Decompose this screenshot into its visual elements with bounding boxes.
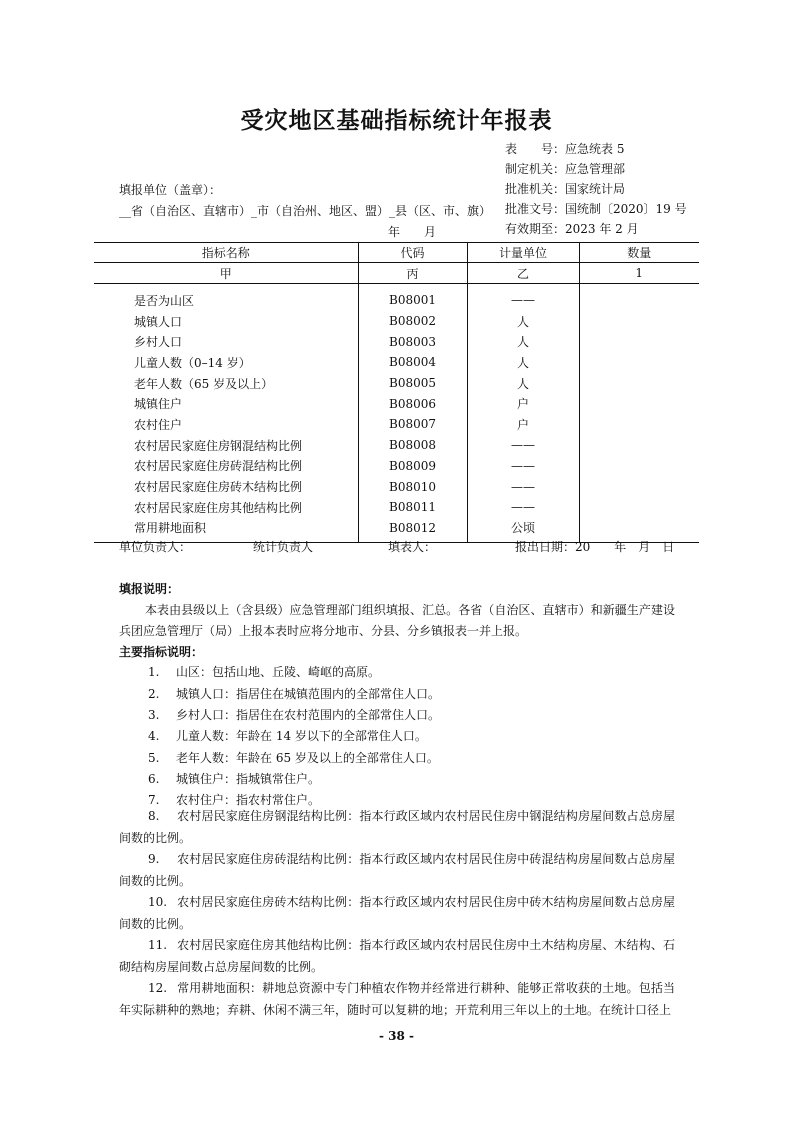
preparer-label: 填表人： xyxy=(388,540,437,554)
row-code: B08003 xyxy=(358,331,467,352)
indicator-item: 1. 山区：包括山地、丘陵、崎岖的高原。 xyxy=(148,665,381,679)
row-code: B08006 xyxy=(358,393,467,414)
indicator-item: 3. 乡村人口：指居住在农村范围内的全部常住人口。 xyxy=(148,708,441,722)
approving-authority: 批准机关：国家统计局 xyxy=(505,182,626,196)
table-row xyxy=(94,435,699,456)
subheader-one: 1 xyxy=(579,263,699,284)
row-quantity-cell[interactable] xyxy=(579,476,699,497)
table-row xyxy=(94,331,699,352)
indicator-item: 2. 城镇人口：指居住在城镇范围内的全部常住人口。 xyxy=(148,687,441,701)
fill-instructions-text: 本表由县级以上（含县级）应急管理部门组织填报、汇总。各省（自治区、直辖市）和新疆生产建设兵团应急管理厅（局）上报本表时应将分地市、分县、分乡镇报表一并上报。 xyxy=(119,603,675,638)
row-name: 农村住户 xyxy=(134,417,183,432)
row-code: B08010 xyxy=(358,476,467,497)
row-quantity-cell[interactable] xyxy=(579,311,699,332)
row-name: 城镇住户 xyxy=(134,397,183,412)
row-name: 农村居民家庭住房其他结构比例 xyxy=(134,500,303,515)
row-quantity-cell[interactable] xyxy=(579,435,699,456)
statistics-head-label: 统计负责人 xyxy=(253,540,314,554)
row-unit: 人 xyxy=(467,352,579,373)
row-quantity-cell[interactable] xyxy=(579,497,699,518)
row-unit: 人 xyxy=(467,331,579,352)
table-row xyxy=(94,352,699,373)
row-unit: 人 xyxy=(467,373,579,394)
row-name: 城镇人口 xyxy=(134,314,183,329)
table-row xyxy=(94,497,699,518)
unit-head-label: 单位负责人： xyxy=(119,540,192,554)
form-metadata xyxy=(505,139,687,239)
fill-unit-label: 填报单位（盖章）： xyxy=(119,183,222,197)
indicator-item: 11. 农村居民家庭住房其他结构比例：指本行政区域内农村居民住房中土木结构房屋、木结构、石砌结构房屋间数占总房屋间数的比例。 xyxy=(119,938,675,974)
row-unit: —— xyxy=(467,435,579,456)
table-row xyxy=(94,311,699,332)
row-quantity-cell[interactable] xyxy=(579,284,699,311)
indicator-item: 9. 农村居民家庭住房砖混结构比例：指本行政区域内农村居民住房中砖混结构房屋间数占总房屋间数的比例。 xyxy=(119,852,675,888)
row-name: 是否为山区 xyxy=(134,293,195,308)
row-code: B08009 xyxy=(358,456,467,477)
approval-number: 批准文号：国统制〔2020〕19 号 xyxy=(505,202,687,216)
year-month-line: 年 月 xyxy=(388,225,437,239)
row-code: B08012 xyxy=(358,518,467,543)
indicators-heading: 主要指标说明： xyxy=(119,645,204,659)
valid-until: 有效期至：2023 年 2 月 xyxy=(505,222,639,236)
subheader-yi: 乙 xyxy=(467,263,579,284)
indicator-item: 7. 农村住户：指农村常住户。 xyxy=(148,793,321,807)
row-code: B08004 xyxy=(358,352,467,373)
row-name: 常用耕地面积 xyxy=(94,518,358,543)
indicator-item: 12. 常用耕地面积：耕地总资源中专门种植农作物并经常进行耕种、能够正常收获的土地。包括当年实际耕种的熟地；弃耕、休闲不满三年，随时可以复耕的地；开荒利用三年以上的土地。在统计口径上 xyxy=(119,981,675,1017)
row-unit: 人 xyxy=(467,311,579,332)
row-quantity-cell[interactable] xyxy=(579,414,699,435)
header-quantity: 数量 xyxy=(579,243,699,263)
indicator-item: 6. 城镇住户：指城镇常住户。 xyxy=(148,772,321,786)
row-quantity-cell[interactable] xyxy=(579,352,699,373)
indicator-item: 4. 儿童人数：年龄在 14 岁以下的全部常住人口。 xyxy=(148,729,427,743)
row-name: 农村居民家庭住房砖木结构比例 xyxy=(134,480,303,495)
row-quantity-cell[interactable] xyxy=(579,456,699,477)
row-unit: 公顷 xyxy=(467,518,579,543)
row-code: B08001 xyxy=(358,284,467,311)
row-unit: —— xyxy=(467,497,579,518)
page-number: - 38 - xyxy=(378,1029,414,1043)
row-unit: 户 xyxy=(467,393,579,414)
table-row xyxy=(94,393,699,414)
header-unit: 计量单位 xyxy=(467,243,579,263)
row-name: 农村居民家庭住房砖混结构比例 xyxy=(134,459,303,474)
row-unit: 户 xyxy=(467,414,579,435)
report-date-label: 报出日期：20 年 月 日 xyxy=(515,540,675,554)
region-line: __省（自治区、直辖市）_市（自治州、地区、盟）_县（区、市、旗） xyxy=(119,204,492,218)
form-number: 表 号：应急统表 5 xyxy=(505,142,625,156)
table-header-row xyxy=(94,243,699,263)
subheader-bing: 丙 xyxy=(358,263,467,284)
row-name: 农村居民家庭住房钢混结构比例 xyxy=(134,438,303,453)
header-indicator-name: 指标名称 xyxy=(94,243,358,263)
statistics-table xyxy=(94,242,699,543)
row-code: B08005 xyxy=(358,373,467,394)
row-quantity-cell[interactable] xyxy=(579,331,699,352)
fill-instructions-heading: 填报说明： xyxy=(119,582,180,596)
row-code: B08007 xyxy=(358,414,467,435)
table-row xyxy=(94,284,699,311)
table-row xyxy=(94,456,699,477)
table-row xyxy=(94,414,699,435)
table-subheader-row xyxy=(94,263,699,284)
row-name: 老年人数（65 岁及以上） xyxy=(134,376,274,391)
indicator-item: 10. 农村居民家庭住房砖木结构比例：指本行政区域内农村居民住房中砖木结构房屋间数占总房屋间数的比例。 xyxy=(119,895,675,931)
row-code: B08008 xyxy=(358,435,467,456)
row-code: B08002 xyxy=(358,311,467,332)
header-code: 代码 xyxy=(358,243,467,263)
table-row xyxy=(94,476,699,497)
row-quantity-cell[interactable] xyxy=(579,373,699,394)
row-unit: —— xyxy=(467,476,579,497)
issuing-authority: 制定机关：应急管理部 xyxy=(505,162,626,176)
document-title: 受灾地区基础指标统计年报表 xyxy=(240,108,553,134)
row-unit: —— xyxy=(467,284,579,311)
row-quantity-cell[interactable] xyxy=(579,393,699,414)
row-name: 乡村人口 xyxy=(134,335,183,350)
indicator-item: 5. 老年人数：年龄在 65 岁及以上的全部常住人口。 xyxy=(148,751,439,765)
table-row xyxy=(94,373,699,394)
row-name: 儿童人数（0–14 岁） xyxy=(134,355,251,370)
subheader-jia: 甲 xyxy=(94,263,358,284)
indicator-item: 8. 农村居民家庭住房钢混结构比例：指本行政区域内农村居民住房中钢混结构房屋间数占总房屋间数的比例。 xyxy=(119,809,675,845)
row-unit: —— xyxy=(467,456,579,477)
row-code: B08011 xyxy=(358,497,467,518)
